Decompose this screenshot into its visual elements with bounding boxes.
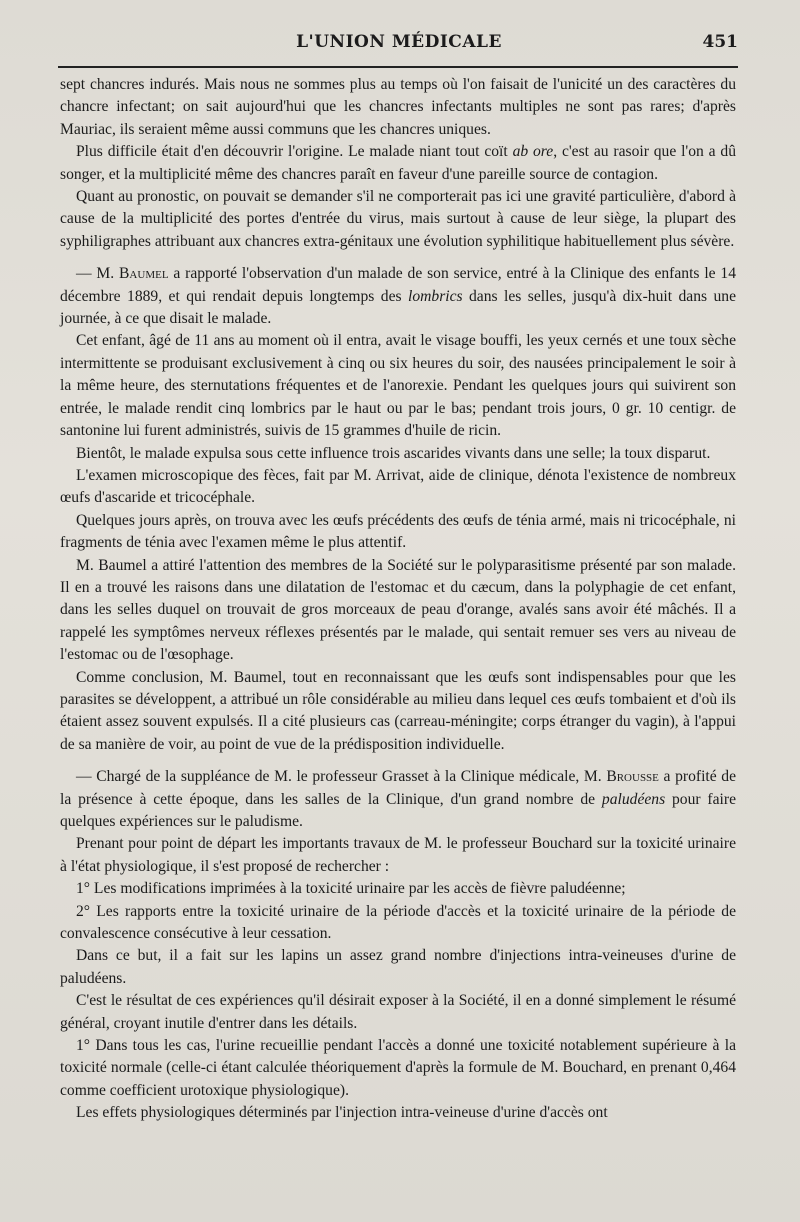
paragraph: Quant au pronostic, on pouvait se demander s'il ne comporterait pas ici une gravité particulière, d'abord à cause de la multiplicité des portes d'entrée du virus, mais surtout à cause de leur siège, la plupart des syphiligraphes attribuant aux chancres extra-génitaux une évolution syphilitique habituellement plus sévère.: [60, 188, 736, 250]
paragraph: C'est le résultat de ces expériences qu'il désirait exposer à la Société, il en a donné simplement le résumé général, croyant inutile d'entrer dans les détails.: [60, 992, 736, 1032]
emphasis: lombrics: [408, 287, 463, 305]
paragraph: Quelques jours après, on trouva avec les œufs précédents des œufs de ténia armé, mais ni tricocéphale, ni fragments de ténia avec l'examen même le plus attentif.: [60, 511, 736, 552]
author-name: Brousse: [606, 768, 659, 786]
paragraph: Dans ce but, il a fait sur les lapins un assez grand nombre d'injections intra-veineuses d'urine de paludéens.: [60, 947, 736, 987]
paragraph: 2° Les rapports entre la toxicité urinaire de la période d'accès et la toxicité urinaire de la période de convalescence consécutive à leur cessation.: [60, 902, 736, 943]
paragraph: Prenant pour point de départ les importants travaux de M. le professeur Bouchard sur la toxicité urinaire à l'état physiologique, il s'est proposé de rechercher :: [60, 835, 736, 875]
paragraph: sept chancres indurés. Mais nous ne sommes plus au temps où l'on faisait de l'unicité un des caractères du chancre infectant; on sait aujourd'hui que les chancres infectants multiples ne sont pas rares; d'après Mauriac, ils seraient même aussi communs que les chancres uniques.: [60, 76, 736, 138]
latin-phrase: ab ore: [512, 143, 554, 161]
emphasis: paludéens: [601, 790, 666, 808]
paragraph: Comme conclusion, M. Baumel, tout en reconnaissant que les œufs sont indispensables pour que les parasites se développent, a attribué un rôle considérable au milieu dans lequel ces œufs tombaient et d'où ils étaient assez souvent expulsés. Il a cité plusieurs cas (carreau-méningite; corps étranger du vagin), à l'appui de sa manière de voir, au point de vue de la prédisposition individuelle.: [60, 668, 736, 753]
header-rule: [58, 66, 738, 68]
paragraph-brousse: — Chargé de la suppléance de M. le professeur Grasset à la Clinique médicale, M. Brousse a profité de la présence à cette époque, dans les salles de la Clinique, d'un grand nombre de paludéens pour faire quelques expériences sur le paludisme.: [60, 768, 736, 830]
paragraph: 1° Les modifications imprimées à la toxicité urinaire par les accès de fièvre paludéenne;: [76, 880, 626, 898]
page-header: [60, 30, 738, 60]
paragraph: M. Baumel a attiré l'attention des membres de la Société sur le polyparasitisme présenté par son malade. Il en a trouvé les raisons dans une dilatation de l'estomac et du cæcum, dans la polyphagie de cet enfant, dans les selles duquel on trouvait de gros morceaux de peau d'orange, avalés sans avoir été mâchés. Il a rappelé les symptômes nerveux réflexes présentés par le malade, qui sentait remuer ses vers au niveau de l'estomac ou de l'œsophage.: [60, 556, 736, 664]
paragraph: Cet enfant, âgé de 11 ans au moment où il entra, avait le visage bouffi, les yeux cernés et une toux sèche intermittente se produisant exclusivement à cinq ou six heures du soir, des nausées principalement le soir à la même heure, des sternutations fréquentes et de l'anorexie. Pendant les quelques jours qui suivirent son entrée, le malade rendit cinq lombrics par le haut ou par le bas; pendant trois jours, 0 gr. 10 centigr. de santonine lui furent administrés, suivis de 15 grammes d'huile de ricin.: [60, 332, 736, 440]
paragraph-baumel: — M. Baumel a rapporté l'observation d'un malade de son service, entré à la Clinique des enfants le 14 décembre 1889, et qui rendait depuis longtemps des lombrics dans les selles, jusqu'à dix-huit dans une journée, à ce que disait le malade.: [60, 265, 737, 328]
author-name: Baumel: [119, 265, 169, 283]
paragraph: Les effets physiologiques déterminés par l'injection intra-veineuse d'urine d'accès ont: [76, 1104, 608, 1122]
paragraph: L'examen microscopique des fèces, fait par M. Arrivat, aide de clinique, dénota l'existence de nombreux œufs d'ascaride et tricocéphale.: [60, 466, 736, 507]
paragraph: Plus difficile était d'en découvrir l'origine. Le malade niant tout coït ab ore, c'est au rasoir que l'on a dû songer, et la multiplicité même des chancres paraît en faveur d'une pareille source de contagion.: [60, 143, 736, 183]
paragraph: 1° Dans tous les cas, l'urine recueillie pendant l'accès a donné une toxicité notablement supérieure à la toxicité normale (celle-ci étant calculée théoriquement d'après la formule de M. Bouchard, en prenant 0,464 comme coefficient urotoxique physiologique).: [60, 1037, 736, 1099]
running-title: L'UNION MÉDICALE: [296, 32, 502, 52]
paragraph: Bientôt, le malade expulsa sous cette influence trois ascarides vivants dans une selle; la toux disparut.: [76, 444, 711, 462]
body-text: [60, 74, 736, 1125]
page-number: 451: [702, 32, 738, 52]
